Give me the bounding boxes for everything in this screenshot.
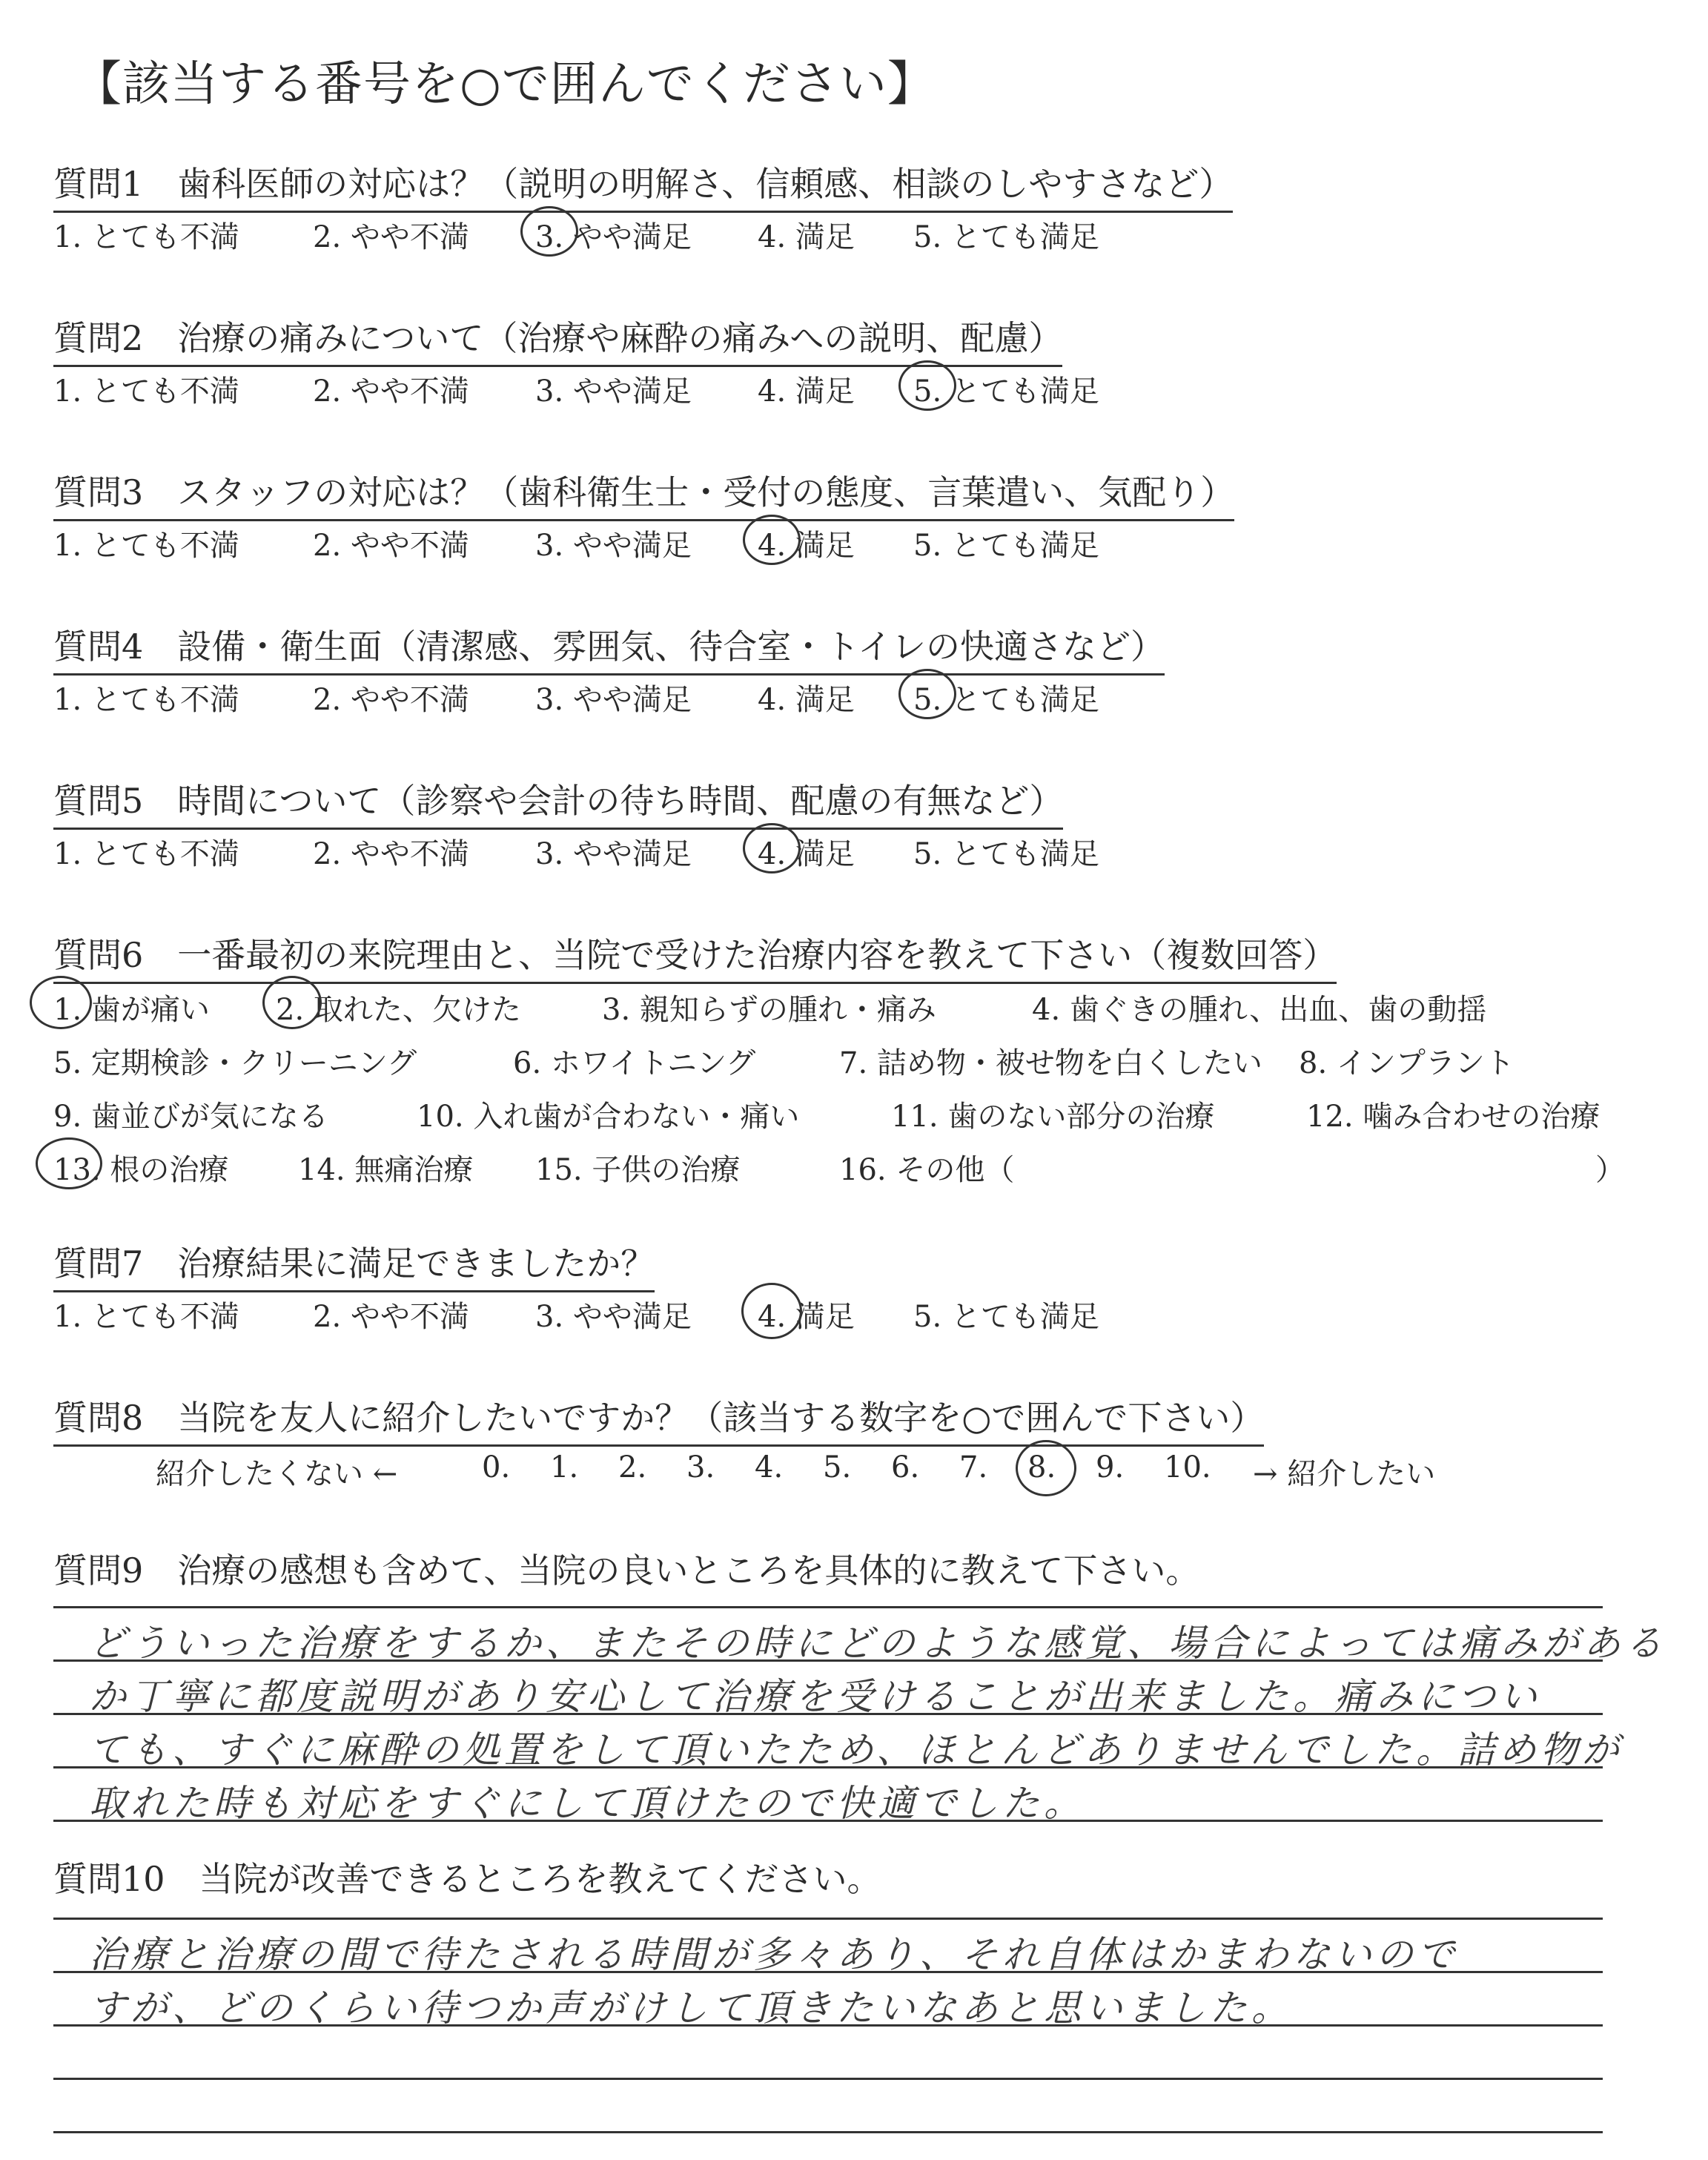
q6-option-3[interactable]: 3. 親知らずの腫れ・痛み <box>602 993 936 1027</box>
q1-option-1[interactable]: 1. とても不満 <box>53 220 239 254</box>
q8-value-3[interactable]: 3. <box>686 1450 715 1484</box>
q3-option-2[interactable]: 2. やや不満 <box>313 529 469 563</box>
q8-left-label: 紹介したくない ← <box>156 1457 398 1491</box>
selection-circle <box>30 976 92 1029</box>
question-1-title: 質問1 歯科医師の対応は？（説明の明解さ、信頼感、相談のしやすさなど） <box>53 157 1233 213</box>
selection-circle <box>898 669 956 719</box>
q8-value-10[interactable]: 10. <box>1164 1450 1211 1484</box>
q3-option-3[interactable]: 3. やや満足 <box>535 529 692 563</box>
q6-other-close-paren: ） <box>1595 1153 1625 1187</box>
q5-option-1[interactable]: 1. とても不満 <box>53 837 239 871</box>
q7-option-3[interactable]: 3. やや満足 <box>535 1300 692 1334</box>
q8-right-label: → 紹介したい <box>1253 1457 1436 1491</box>
q9-answer-line-3: ても、すぐに麻酔の処置をして頂いたため、ほとんどありませんでした。詰め物が <box>89 1728 1623 1771</box>
question-9-title: 質問9 治療の感想も含めて、当院の良いところを具体的に教えて下さい。 <box>53 1550 1200 1591</box>
q3-option-5[interactable]: 5. とても満足 <box>913 529 1099 563</box>
q4-option-3[interactable]: 3. やや満足 <box>535 683 692 717</box>
q7-option-4[interactable]: 4. 満足 <box>758 1300 855 1334</box>
q4-option-4[interactable]: 4. 満足 <box>758 683 855 717</box>
q6-option-8[interactable]: 8. インプラント <box>1299 1046 1515 1080</box>
selection-circle <box>520 206 578 257</box>
q8-value-8[interactable]: 8. <box>1027 1450 1056 1484</box>
q8-value-5[interactable]: 5. <box>823 1450 852 1484</box>
selection-circle <box>262 976 322 1029</box>
q8-value-6[interactable]: 6. <box>891 1450 920 1484</box>
q10-answer-line-1: 治療と治療の間で待たされる時間が多々あり、それ自体はかまわないので <box>89 1933 1459 1976</box>
q2-option-2[interactable]: 2. やや不満 <box>313 374 469 409</box>
q5-option-3[interactable]: 3. やや満足 <box>535 837 692 871</box>
q8-value-7[interactable]: 7. <box>959 1450 988 1484</box>
answer-line <box>53 2131 1603 2133</box>
question-7-title: 質問7 治療結果に満足できましたか？ <box>53 1237 655 1292</box>
q5-option-2[interactable]: 2. やや不満 <box>313 837 469 871</box>
question-5-title: 質問5 時間について（診察や会計の待ち時間、配慮の有無など） <box>53 774 1063 830</box>
q7-option-1[interactable]: 1. とても不満 <box>53 1300 239 1334</box>
q4-option-5[interactable]: 5. とても満足 <box>913 683 1099 717</box>
q6-option-9[interactable]: 9. 歯並びが気になる <box>53 1100 328 1134</box>
q9-answer-line-4: 取れた時も対応をすぐにして頂けたので快適でした。 <box>89 1782 1085 1825</box>
selection-circle <box>898 360 956 411</box>
selection-circle <box>743 823 801 873</box>
q6-option-1[interactable]: 1. 歯が痛い <box>53 993 210 1027</box>
q6-option-15[interactable]: 15. 子供の治療 <box>535 1153 741 1187</box>
selection-circle <box>743 515 801 565</box>
q7-option-2[interactable]: 2. やや不満 <box>313 1300 469 1334</box>
selection-circle <box>36 1137 102 1189</box>
q8-value-9[interactable]: 9. <box>1096 1450 1125 1484</box>
question-3-title: 質問3 スタッフの対応は？（歯科衛生士・受付の態度、言葉遣い、気配り） <box>53 466 1234 521</box>
q2-option-5[interactable]: 5. とても満足 <box>913 374 1099 409</box>
question-2-title: 質問2 治療の痛みについて（治療や麻酔の痛みへの説明、配慮） <box>53 311 1062 367</box>
q8-value-1[interactable]: 1. <box>550 1450 579 1484</box>
question-8-title: 質問8 当院を友人に紹介したいですか？（該当する数字を○で囲んで下さい） <box>53 1391 1264 1447</box>
q2-option-3[interactable]: 3. やや満足 <box>535 374 692 409</box>
q1-option-5[interactable]: 5. とても満足 <box>913 220 1099 254</box>
q5-option-4[interactable]: 4. 満足 <box>758 837 855 871</box>
q6-option-16[interactable]: 16. その他（ <box>839 1153 1015 1187</box>
q7-option-5[interactable]: 5. とても満足 <box>913 1300 1099 1334</box>
selection-circle <box>1016 1440 1076 1496</box>
question-10-title: 質問10 当院が改善できるところを教えてください。 <box>53 1859 881 1899</box>
answer-line <box>53 1918 1603 1920</box>
q8-value-2[interactable]: 2. <box>618 1450 647 1484</box>
q6-option-12[interactable]: 12. 噛み合わせの治療 <box>1306 1100 1601 1134</box>
q6-option-6[interactable]: 6. ホワイトニング <box>513 1046 756 1080</box>
q2-option-1[interactable]: 1. とても不満 <box>53 374 239 409</box>
selection-circle <box>741 1283 802 1339</box>
q6-option-13[interactable]: 13. 根の治療 <box>53 1153 229 1187</box>
answer-line <box>53 1606 1603 1608</box>
q4-option-1[interactable]: 1. とても不満 <box>53 683 239 717</box>
q9-answer-line-2: か丁寧に都度説明があり安心して治療を受けることが出来ました。痛みについ <box>89 1675 1541 1718</box>
q6-option-2[interactable]: 2. 取れた、欠けた <box>276 993 521 1027</box>
q10-answer-line-2: すが、どのくらい待つか声がけして頂きたいなあと思いました。 <box>89 1986 1293 2029</box>
answer-line <box>53 2078 1603 2080</box>
question-6-title: 質問6 一番最初の来院理由と、当院で受けた治療内容を教えて下さい（複数回答） <box>53 928 1337 984</box>
q4-option-2[interactable]: 2. やや不満 <box>313 683 469 717</box>
q2-option-4[interactable]: 4. 満足 <box>758 374 855 409</box>
q3-option-1[interactable]: 1. とても不満 <box>53 529 239 563</box>
q6-option-4[interactable]: 4. 歯ぐきの腫れ、出血、歯の動揺 <box>1032 993 1487 1027</box>
q6-option-5[interactable]: 5. 定期検診・クリーニング <box>53 1046 417 1080</box>
question-4-title: 質問4 設備・衛生面（清潔感、雰囲気、待合室・トイレの快適さなど） <box>53 620 1165 676</box>
q1-option-2[interactable]: 2. やや不満 <box>313 220 469 254</box>
q6-option-7[interactable]: 7. 詰め物・被せ物を白くしたい <box>839 1046 1262 1080</box>
page-header: 【該当する番号を○で囲んでください】 <box>74 57 936 112</box>
q6-option-14[interactable]: 14. 無痛治療 <box>298 1153 474 1187</box>
q3-option-4[interactable]: 4. 満足 <box>758 529 855 563</box>
q8-value-4[interactable]: 4. <box>755 1450 784 1484</box>
q6-option-11[interactable]: 11. 歯のない部分の治療 <box>891 1100 1215 1134</box>
q1-option-4[interactable]: 4. 満足 <box>758 220 855 254</box>
q6-option-10[interactable]: 10. 入れ歯が合わない・痛い <box>417 1100 800 1134</box>
q1-option-3[interactable]: 3. やや満足 <box>535 220 692 254</box>
q5-option-5[interactable]: 5. とても満足 <box>913 837 1099 871</box>
q8-value-0[interactable]: 0. <box>482 1450 511 1484</box>
q9-answer-line-1: どういった治療をするか、またその時にどのような感覚、場合によっては痛みがある <box>89 1622 1666 1665</box>
